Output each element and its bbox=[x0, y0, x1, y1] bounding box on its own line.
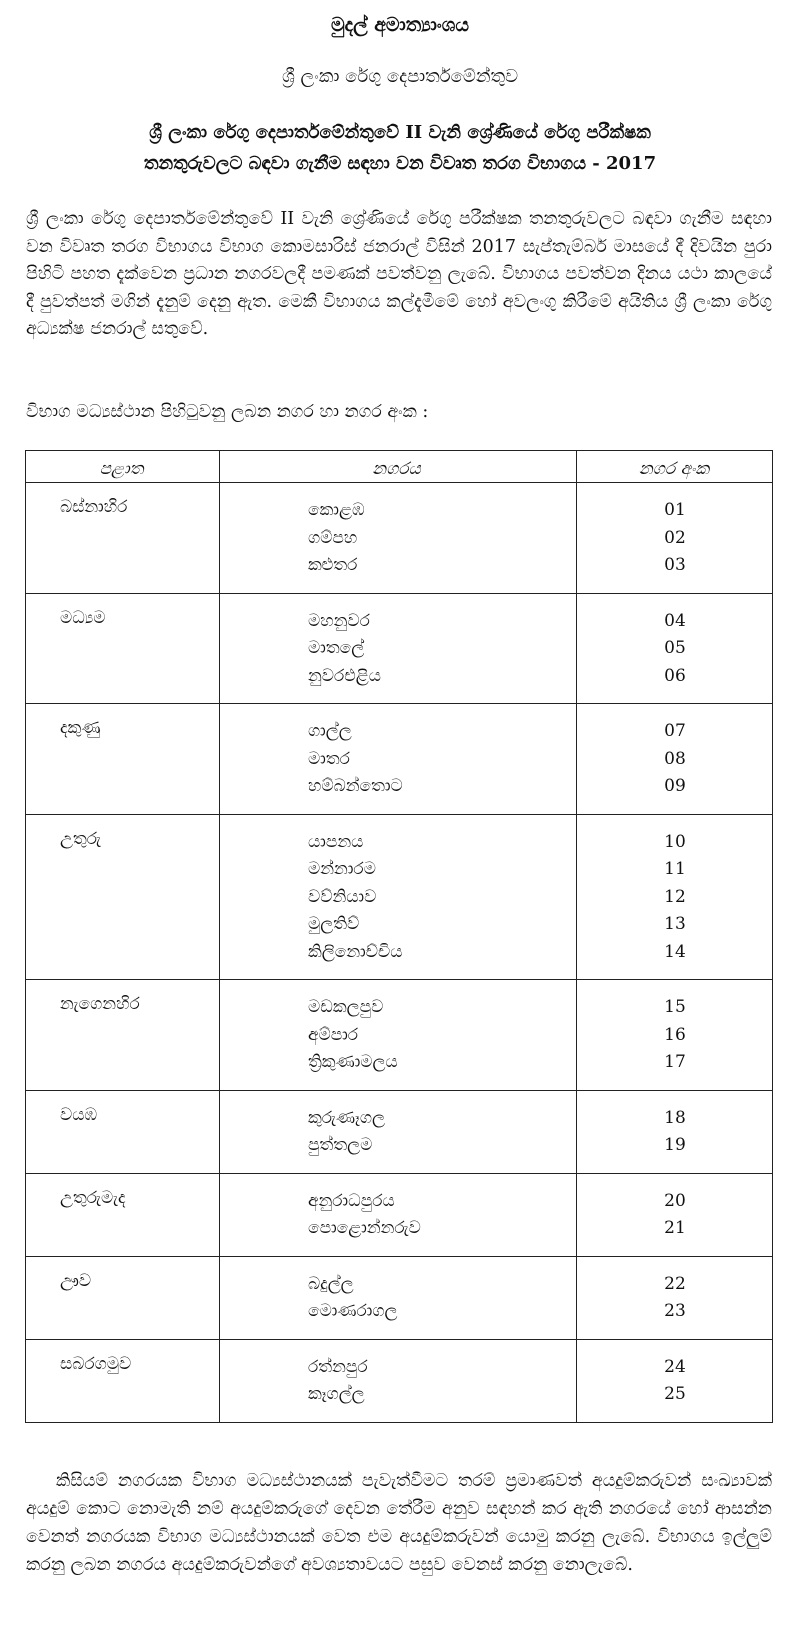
city-name: රත්නපුර bbox=[308, 1356, 368, 1377]
city-name: බදුල්ල bbox=[308, 1273, 354, 1294]
table-caption: විභාග මධ්‍යස්ථාන පිහිටුවනු ලබන නගර හා නගර අංක : bbox=[26, 402, 429, 422]
province-group bbox=[25, 481, 773, 592]
city-name: ගම්පහ bbox=[308, 527, 358, 548]
city-code: 02 bbox=[664, 527, 686, 548]
city-name: කෑගල්ල bbox=[308, 1384, 365, 1404]
city-name: කිලිනොච්චිය bbox=[308, 941, 403, 962]
department-heading: ශ්‍රී ලංකා රේගු දෙපාර්තමේන්තුව bbox=[281, 66, 519, 87]
province-name: ඌව bbox=[60, 1270, 92, 1291]
code-list bbox=[625, 1354, 725, 1409]
city-name: මාතලේ bbox=[308, 638, 365, 658]
province-group bbox=[25, 1089, 773, 1172]
code-list bbox=[625, 497, 725, 580]
province-name: උතුරුමැද bbox=[60, 1187, 126, 1208]
city-name: කුරුණෑගල bbox=[308, 1107, 385, 1128]
column-header-city: නගරය bbox=[372, 459, 421, 479]
city-code: 21 bbox=[664, 1218, 686, 1238]
city-name: පොළොන්නරුව bbox=[308, 1218, 421, 1238]
province-name: උතුරු bbox=[60, 828, 101, 849]
city-list bbox=[308, 718, 403, 801]
province-group bbox=[25, 1172, 773, 1255]
city-name: ත්‍රිකුණාමලය bbox=[308, 1052, 398, 1072]
intro-paragraph: ශ්‍රී ලංකා රේගු දෙපාර්තමේන්තුවේ II වැනි ශ්‍රේණියේ රේගු පරීක්ෂක තනතුරුවලට බඳවා ගැනීම සඳහා වන විවෘත තරග විභාගය විභාග කොමසාරිස් ජනරාල් විසින් 2017 සැප්තැම්බර් මාසයේ දී දිවයින පුරා පිහිටි පහත දැක්වෙන ප්‍රධාන නගරවලදී පමණක් පවත්වනු ලැබේ. විභාගය පවත්වන දිනය යථා කාලයේ දී පුවත්පත් මගින් දැනුම් දෙනු ඇත. මෙකී විභාගය කල්දැමීමේ හෝ අවලංගු කිරීමේ අයිතිය ශ්‍රී ලංකා රේගු අධ්‍යක්ෂ ජනරාල් සතුවේ. bbox=[26, 209, 772, 339]
province-group bbox=[25, 1338, 773, 1421]
column-header-code: නගර අංක bbox=[638, 459, 710, 479]
city-code: 19 bbox=[664, 1135, 686, 1155]
city-list bbox=[308, 497, 365, 580]
city-name: මන්නාරම bbox=[308, 859, 376, 879]
city-list bbox=[308, 1271, 397, 1326]
city-name: මාතර bbox=[308, 748, 350, 769]
province-name: සබරගමුව bbox=[60, 1353, 132, 1374]
city-code: 24 bbox=[664, 1356, 686, 1377]
code-list bbox=[625, 608, 725, 691]
city-code: 04 bbox=[664, 610, 686, 631]
document-title-line-1: ශ්‍රී ලංකා රේගු දෙපාර්තමේන්තුවේ II වැනි ශ්‍රේණියේ රේගු පරීක්ෂක bbox=[149, 122, 651, 143]
province-group bbox=[25, 978, 773, 1089]
city-code: 06 bbox=[664, 665, 686, 686]
city-code: 17 bbox=[664, 1052, 686, 1072]
closing-paragraph: කිසියම් නගරයක විභාග මධ්‍යස්ථානයක් පැවැත්වීමට තරම් ප්‍රමාණවත් අයදුම්කරුවන් සංඛ්‍යාවක් අයදුම් කොට නොමැති නම් අයදුම්කරුගේ දෙවන තේරීම අනුව සඳහන් කර ඇති නගරයේ හෝ ආසන්න වෙනත් නගරයක විභාග මධ්‍යස්ථානයක් වෙත එම අයදුම්කරුවන් යොමු කරනු ලැබේ. විභාගය ඉල්ලුම් කරනු ලබන නගරය අයදුම්කරුවන්ගේ අවශ්‍යතාවයට පසුව වෙනස් කරනු නොලැබේ. bbox=[26, 1471, 772, 1575]
code-list bbox=[625, 1271, 725, 1326]
city-name: මොණරාගල bbox=[308, 1301, 398, 1321]
province-name: නැගෙනහිර bbox=[60, 994, 140, 1014]
city-name: මහනුවර bbox=[308, 610, 370, 631]
code-list bbox=[625, 829, 725, 967]
city-name: වව්නියාව bbox=[308, 886, 377, 907]
city-code: 12 bbox=[664, 886, 686, 907]
city-name: පුත්තලම bbox=[308, 1135, 373, 1155]
code-list bbox=[625, 718, 725, 801]
city-name: ගාල්ල bbox=[308, 721, 352, 741]
city-code: 13 bbox=[664, 914, 686, 934]
city-list bbox=[308, 994, 398, 1077]
province-group bbox=[25, 702, 773, 813]
city-name: කළුතර bbox=[308, 555, 358, 575]
city-name: කොළඹ bbox=[308, 500, 365, 520]
code-list bbox=[625, 1188, 725, 1243]
city-code: 14 bbox=[664, 941, 686, 962]
column-header-province: පළාත bbox=[99, 459, 144, 479]
province-name: මධ්‍යම bbox=[60, 607, 106, 628]
code-list bbox=[625, 994, 725, 1077]
city-code: 23 bbox=[664, 1301, 686, 1321]
city-code: 16 bbox=[664, 1024, 686, 1045]
province-group bbox=[25, 1255, 773, 1338]
city-list bbox=[308, 1188, 421, 1243]
city-name: මඩකලපුව bbox=[308, 997, 384, 1017]
city-name: නුවරඑළිය bbox=[308, 665, 381, 686]
city-code: 15 bbox=[664, 997, 686, 1017]
city-code: 18 bbox=[664, 1107, 686, 1128]
city-code: 01 bbox=[664, 500, 686, 520]
city-code: 22 bbox=[664, 1273, 686, 1294]
province-group bbox=[25, 813, 773, 979]
city-name: යාපනය bbox=[308, 831, 364, 852]
city-code: 03 bbox=[664, 555, 686, 575]
city-name: හම්බන්තොට bbox=[308, 776, 403, 796]
city-code: 05 bbox=[664, 638, 686, 658]
city-code: 25 bbox=[664, 1384, 686, 1404]
city-list bbox=[308, 608, 381, 691]
city-list bbox=[308, 829, 402, 967]
code-list bbox=[625, 1105, 725, 1160]
city-code: 10 bbox=[664, 831, 686, 852]
ministry-heading: මුදල් අමාත්‍යාංශය bbox=[330, 14, 470, 36]
city-code: 09 bbox=[664, 776, 686, 796]
city-code: 11 bbox=[664, 859, 686, 879]
province-name: බස්නාහිර bbox=[60, 497, 128, 517]
city-list bbox=[308, 1354, 368, 1409]
city-code: 20 bbox=[664, 1190, 686, 1211]
city-code: 08 bbox=[664, 748, 686, 769]
province-group bbox=[25, 592, 773, 703]
city-list bbox=[308, 1105, 385, 1160]
document-title-line-2: තනතුරුවලට බඳවා ගැනීම සඳහා වන විවෘත තරග විභාගය - 2017 bbox=[143, 153, 657, 174]
province-name: වයඹ bbox=[60, 1104, 98, 1125]
province-name: දකුණු bbox=[60, 718, 101, 738]
city-name: අනුරාධපුරය bbox=[308, 1190, 395, 1211]
city-name: මුලතිව් bbox=[308, 914, 360, 934]
city-name: අම්පාර bbox=[308, 1024, 359, 1045]
city-code: 07 bbox=[664, 721, 686, 741]
